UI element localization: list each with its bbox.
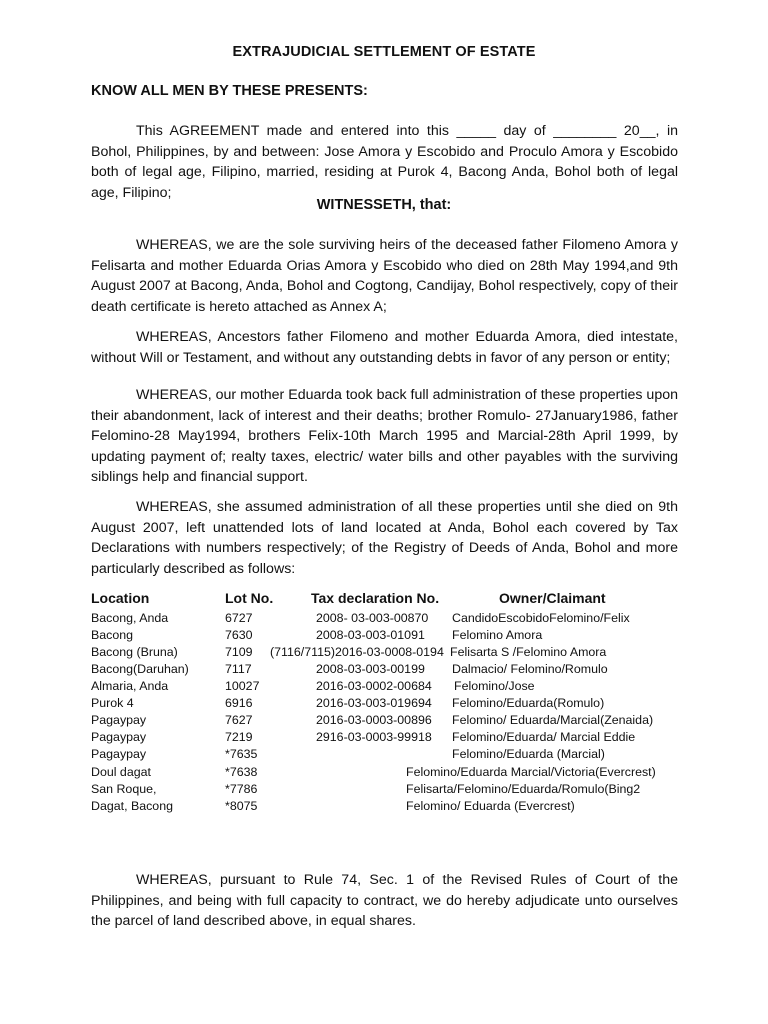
whereas-paragraph-3: WHEREAS, our mother Eduarda took back full administration of these properties upon their abandonment, lack of interest and their deaths; brother Romulo- 27January1986, father Felomino-28 May1994, brothers Felix-10th March 1995 and Marcial-28th April 1999, by updating payment of; realty taxes, electric/ water bills and other payables with the surviving siblings help and financial support. bbox=[91, 387, 678, 485]
table-cell-location: Bacong, Anda bbox=[91, 611, 169, 625]
table-cell-lot: 6916 bbox=[225, 696, 253, 710]
table-cell-tax: 2008- 03-003-00870 bbox=[316, 611, 429, 625]
table-cell-owner: Felomino/Eduarda (Marcial) bbox=[452, 747, 605, 761]
table-cell-lot: *7786 bbox=[225, 782, 258, 796]
table-cell-tax: 2016-03-0002-00684 bbox=[316, 679, 432, 693]
table-cell-tax: (7116/7115)2016-03-0008-0194 bbox=[270, 645, 444, 659]
table-cell-owner: Felisarta S /Felomino Amora bbox=[450, 645, 607, 659]
table-cell-location: Doul dagat bbox=[91, 765, 151, 779]
table-cell-owner: Felomino Amora bbox=[452, 628, 543, 642]
table-cell-location: Pagaypay bbox=[91, 730, 147, 744]
table-cell-location: Pagaypay bbox=[91, 747, 147, 761]
table-cell-location: San Roque, bbox=[91, 782, 157, 796]
table-cell-location: Pagaypay bbox=[91, 713, 147, 727]
table-cell-location: Bacong bbox=[91, 628, 134, 642]
table-cell-tax: 2016-03-003-019694 bbox=[316, 696, 432, 710]
intro-paragraph: This AGREEMENT made and entered into this _____ day of ________ 20__, in Bohol, Philippines, by and between: Jose Amora y Escobido and Proculo Amora y Escobido both of legal age, Filipino, married, residing at Purok 4, Bacong Anda, Bohol both of legal age, Filipino; bbox=[91, 123, 678, 201]
table-cell-lot: *8075 bbox=[225, 799, 258, 813]
table-cell-owner: Felomino/Eduarda/ Marcial Eddie bbox=[452, 730, 636, 744]
header-lot-no: Lot No. bbox=[225, 590, 274, 606]
table-cell-owner: Felomino/Eduarda(Romulo) bbox=[452, 696, 605, 710]
table-cell-tax: 2008-03-003-01091 bbox=[316, 628, 425, 642]
table-cell-lot: 7630 bbox=[225, 628, 253, 642]
table-cell-owner: Felomino/ Eduarda (Evercrest) bbox=[406, 799, 575, 813]
salutation-heading: KNOW ALL MEN BY THESE PRESENTS: bbox=[91, 83, 368, 99]
table-cell-location: Bacong(Daruhan) bbox=[91, 662, 189, 676]
header-owner-claimant: Owner/Claimant bbox=[499, 590, 606, 606]
whereas-paragraph-2: WHEREAS, Ancestors father Filomeno and mother Eduarda Amora, died intestate, without Will or Testament, and without any outstanding debts in favor of any person or entity; bbox=[91, 329, 678, 366]
table-cell-location: Bacong (Bruna) bbox=[91, 645, 178, 659]
table-cell-owner: Felisarta/Felomino/Eduarda/Romulo(Bing2 bbox=[406, 782, 641, 796]
document-title: EXTRAJUDICIAL SETTLEMENT OF ESTATE bbox=[232, 44, 536, 60]
whereas-paragraph-1: WHEREAS, we are the sole surviving heirs of the deceased father Filomeno Amora y Felisarta and mother Eduarda Orias Amora y Escobido who died on 28th May 1994,and 9th August 2007 at Bacong, Anda, Bohol and Cogtong, Candijay, Bohol respectively, copy of their death certificate is hereto attached as Annex A; bbox=[91, 237, 678, 315]
table-cell-owner: Felomino/Eduarda Marcial/Victoria(Evercrest) bbox=[406, 765, 656, 779]
table-cell-owner: Felomino/ Eduarda/Marcial(Zenaida) bbox=[452, 713, 654, 727]
table-cell-lot: *7635 bbox=[225, 747, 258, 761]
whereas-paragraph-5: WHEREAS, pursuant to Rule 74, Sec. 1 of the Revised Rules of Court of the Philippines, and being with full capacity to contract, we do hereby adjudicate unto ourselves the parcel of land described above, in equal shares. bbox=[91, 872, 678, 929]
table-cell-tax: 2916-03-0003-99918 bbox=[316, 730, 432, 744]
table-cell-lot: 7219 bbox=[225, 730, 253, 744]
table-cell-tax: 2016-03-0003-00896 bbox=[316, 713, 432, 727]
table-cell-owner: CandidoEscobidoFelomino/Felix bbox=[452, 611, 630, 625]
table-cell-tax: 2008-03-003-00199 bbox=[316, 662, 425, 676]
table-cell-location: Almaria, Anda bbox=[91, 679, 169, 693]
table-cell-lot: 7109 bbox=[225, 645, 253, 659]
table-cell-lot: 7627 bbox=[225, 713, 253, 727]
table-cell-lot: *7638 bbox=[225, 765, 258, 779]
table-cell-lot: 6727 bbox=[225, 611, 253, 625]
header-tax-declaration: Tax declaration No. bbox=[311, 590, 440, 606]
whereas-paragraph-4: WHEREAS, she assumed administration of all these properties until she died on 9th August 2007, left unattended lots of land located at Anda, Bohol each covered by Tax Declarations with numbers respectively; of the Registry of Deeds of Anda, Bohol and more particularly described as follows: bbox=[91, 499, 678, 577]
witnesseth-heading: WITNESSETH, that: bbox=[316, 197, 452, 213]
table-cell-lot: 10027 bbox=[225, 679, 260, 693]
table-cell-owner: Dalmacio/ Felomino/Romulo bbox=[452, 662, 608, 676]
table-cell-lot: 7117 bbox=[225, 662, 252, 676]
table-cell-location: Dagat, Bacong bbox=[91, 799, 173, 813]
table-cell-owner: Felomino/Jose bbox=[454, 679, 535, 693]
header-location: Location bbox=[91, 590, 150, 606]
table-cell-location: Purok 4 bbox=[91, 696, 134, 710]
